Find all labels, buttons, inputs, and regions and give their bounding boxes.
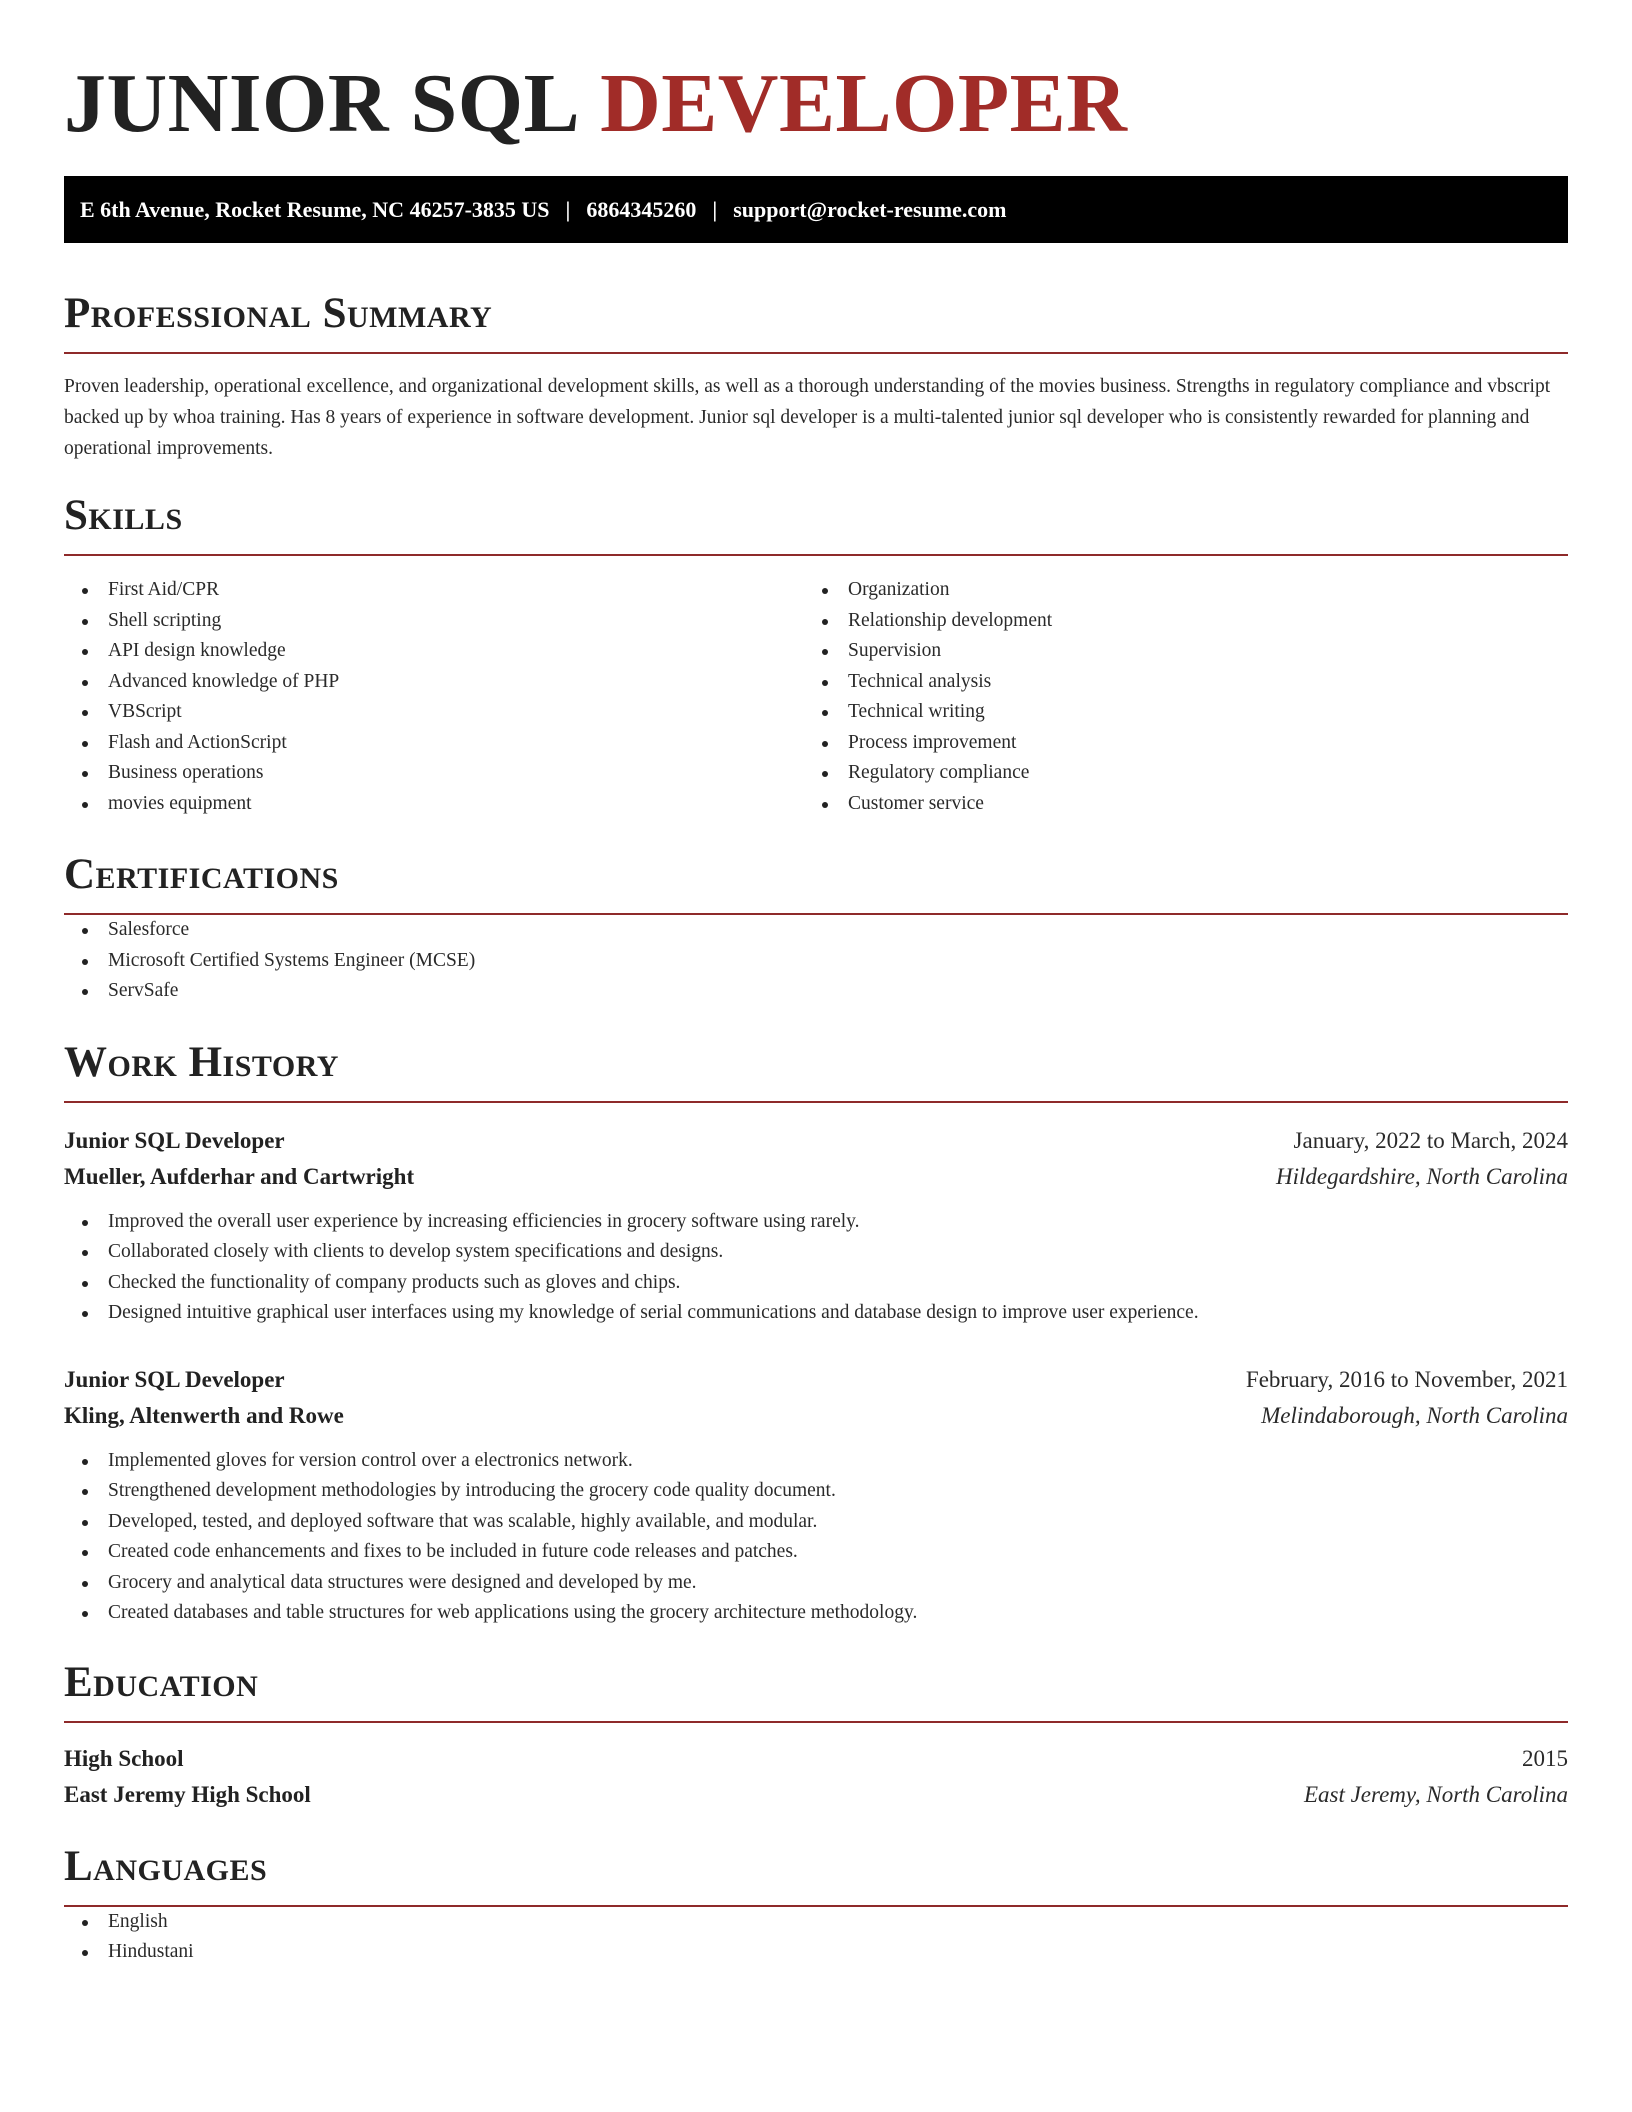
skill-item: First Aid/CPR	[64, 575, 804, 606]
skill-item: Flash and ActionScript	[64, 728, 804, 759]
certification-item: ServSafe	[64, 976, 1568, 1007]
job-bullet: Strengthened development methodologies by introducing the grocery code quality document.	[64, 1476, 1568, 1507]
job-bullet: Improved the overall user experience by increasing efficiencies in grocery software using rarely.	[64, 1207, 1568, 1238]
job-bullet: Checked the functionality of company products such as gloves and chips.	[64, 1268, 1568, 1299]
job-company: Kling, Altenwerth and Rowe	[64, 1402, 344, 1428]
skill-item: Regulatory compliance	[804, 758, 1544, 789]
education-year: 2015	[1522, 1745, 1568, 1771]
skill-item: Relationship development	[804, 606, 1544, 637]
certification-item: Microsoft Certified Systems Engineer (MCSE)	[64, 946, 1568, 977]
job-header-row	[64, 1362, 1568, 1398]
summary-text: Proven leadership, operational excellence, and organizational development skills, as well as a thorough understanding of the movies business. Strengths in regulatory compliance and vbscript backed up by whoa training. Has 8 years of experience in software development. Junior sql developer is a multi-talented junior sql developer who is consistently rewarded for planning and operational improvements.	[64, 376, 1551, 459]
section-heading-skills: Skills	[64, 492, 1568, 556]
language-item: Hindustani	[64, 1937, 1568, 1968]
job-dates: February, 2016 to November, 2021	[1245, 1366, 1568, 1392]
certification-item: Salesforce	[64, 915, 1568, 946]
skills-column-right	[804, 575, 1544, 819]
skills-list	[64, 575, 1568, 819]
section-heading-languages: Languages	[64, 1843, 1568, 1907]
skill-item: Customer service	[804, 789, 1544, 820]
skill-item: Business operations	[64, 758, 804, 789]
education-school-row	[64, 1777, 1568, 1813]
education-header-row	[64, 1741, 1568, 1777]
contact-address: E 6th Avenue, Rocket Resume, NC 46257-3835 US	[80, 196, 550, 222]
job-header-row	[64, 1123, 1568, 1159]
skill-item: Supervision	[804, 636, 1544, 667]
skill-item: Technical writing	[804, 697, 1544, 728]
resume-title	[64, 58, 1568, 150]
resume-header	[64, 58, 1568, 150]
skill-item: VBScript	[64, 697, 804, 728]
job-bullet: Implemented gloves for version control over a electronics network.	[64, 1446, 1568, 1477]
job-bullets	[64, 1207, 1568, 1329]
skill-item: Organization	[804, 575, 1544, 606]
contact-phone: 6864345260	[586, 196, 697, 222]
skill-item: movies equipment	[64, 789, 804, 820]
job-company-row	[64, 1159, 1568, 1195]
education-degree: High School	[64, 1745, 184, 1771]
language-item: English	[64, 1907, 1568, 1938]
job-title: Junior SQL Developer	[64, 1127, 285, 1153]
skill-item: Shell scripting	[64, 606, 804, 637]
skill-item: Process improvement	[804, 728, 1544, 759]
certifications-list	[64, 915, 1568, 1007]
title-part-2: DEVELOPER	[600, 57, 1128, 150]
job-entry	[64, 1123, 1568, 1329]
skill-item: Technical analysis	[804, 667, 1544, 698]
job-location: Hildegardshire, North Carolina	[1276, 1163, 1568, 1189]
section-heading-certifications: Certifications	[64, 851, 1568, 915]
education-location: East Jeremy, North Carolina	[1303, 1781, 1568, 1807]
education-entry	[64, 1741, 1568, 1813]
skill-item: Advanced knowledge of PHP	[64, 667, 804, 698]
education-school: East Jeremy High School	[64, 1781, 311, 1807]
skills-column-left	[64, 575, 804, 819]
title-part-1: JUNIOR SQL	[64, 57, 581, 150]
contact-email: support@rocket-resume.com	[733, 196, 1007, 222]
job-location: Melindaborough, North Carolina	[1261, 1402, 1568, 1428]
job-bullet: Designed intuitive graphical user interfaces using my knowledge of serial communications and database design to improve user experience.	[64, 1298, 1568, 1329]
job-company-row	[64, 1398, 1568, 1434]
section-heading-education: Education	[64, 1659, 1568, 1723]
contact-separator: |	[712, 196, 718, 222]
job-company: Mueller, Aufderhar and Cartwright	[64, 1163, 415, 1189]
languages-list	[64, 1907, 1568, 1968]
section-heading-work-history: Work History	[64, 1039, 1568, 1103]
job-bullet: Developed, tested, and deployed software that was scalable, highly available, and modular.	[64, 1507, 1568, 1538]
job-bullet: Created databases and table structures for web applications using the grocery architecture methodology.	[64, 1598, 1568, 1629]
job-entry	[64, 1362, 1568, 1629]
skill-item: API design knowledge	[64, 636, 804, 667]
contact-separator: |	[565, 196, 571, 222]
job-dates: January, 2022 to March, 2024	[1293, 1127, 1568, 1153]
job-bullet: Grocery and analytical data structures were designed and developed by me.	[64, 1568, 1568, 1599]
resume-page	[64, 0, 1568, 1968]
job-bullet: Created code enhancements and fixes to be included in future code releases and patches.	[64, 1537, 1568, 1568]
job-bullet: Collaborated closely with clients to develop system specifications and designs.	[64, 1237, 1568, 1268]
contact-bar	[64, 176, 1568, 243]
job-bullets	[64, 1446, 1568, 1629]
section-heading-summary: Professional Summary	[64, 290, 1568, 354]
job-title: Junior SQL Developer	[64, 1366, 285, 1392]
